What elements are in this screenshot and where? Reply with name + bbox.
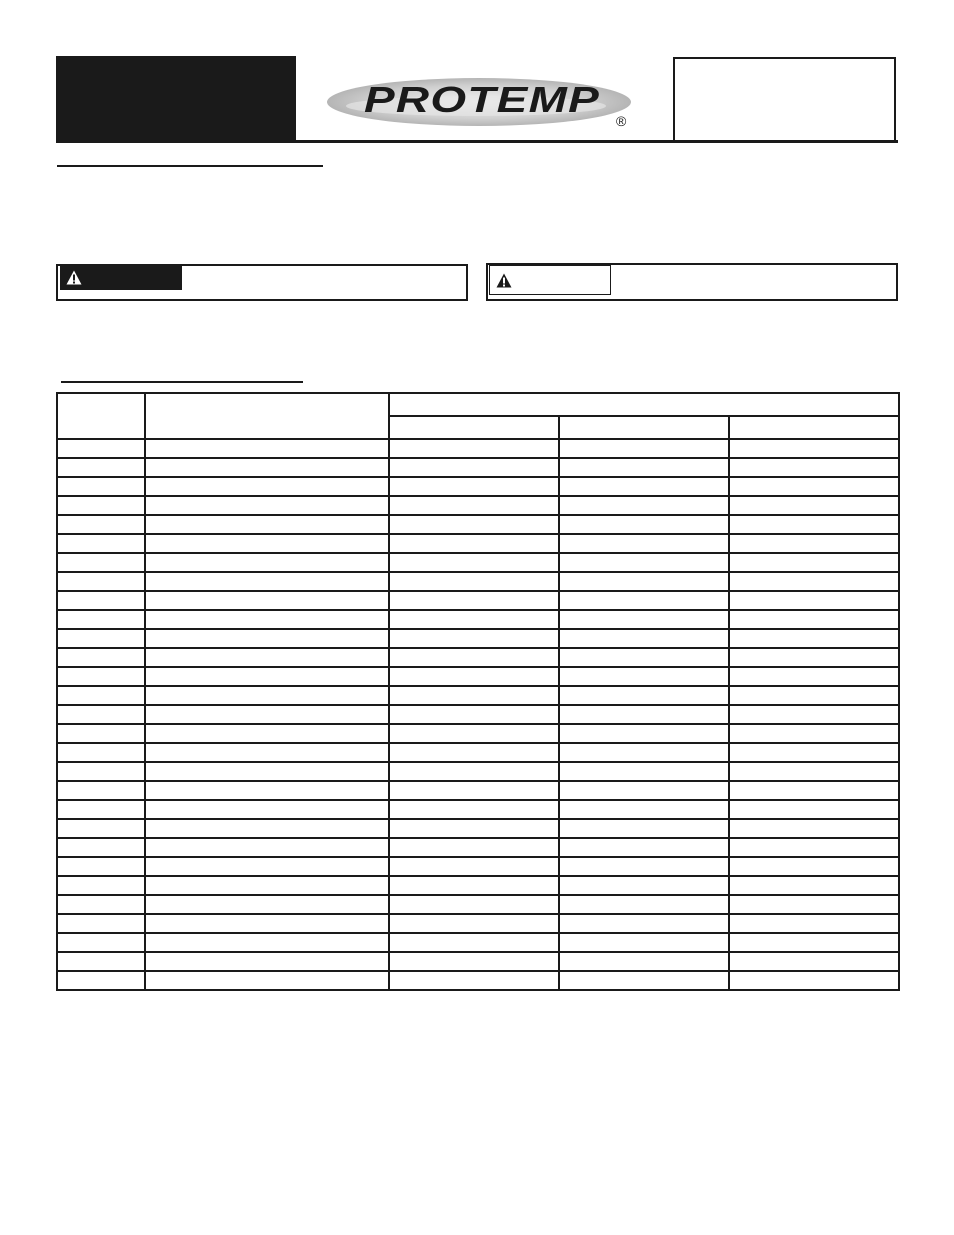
table-cell-model-2 (559, 895, 729, 914)
table-cell-description (145, 610, 389, 629)
table-cell-model-2 (559, 781, 729, 800)
table-cell-model-1 (389, 515, 559, 534)
table-cell-number (57, 857, 145, 876)
table-cell-number (57, 439, 145, 458)
table-cell-number (57, 496, 145, 515)
table-cell-model-3 (729, 819, 899, 838)
table-cell-model-1 (389, 781, 559, 800)
table-cell-number (57, 705, 145, 724)
table-cell-model-2 (559, 458, 729, 477)
table-cell-description (145, 933, 389, 952)
table-cell-model-1 (389, 439, 559, 458)
table-cell-description (145, 800, 389, 819)
table-cell-model-1 (389, 895, 559, 914)
table-cell-model-2 (559, 534, 729, 553)
table-cell-description (145, 895, 389, 914)
table-cell-number (57, 971, 145, 990)
table-cell-model-2 (559, 838, 729, 857)
table-cell-number (57, 534, 145, 553)
header-cell-number (57, 393, 145, 439)
table-cell-model-1 (389, 553, 559, 572)
table-cell-model-2 (559, 648, 729, 667)
table-row (57, 895, 899, 914)
table-row (57, 610, 899, 629)
parts-table (56, 392, 900, 991)
table-cell-model-2 (559, 971, 729, 990)
table-cell-model-3 (729, 496, 899, 515)
table-row (57, 705, 899, 724)
table-cell-model-1 (389, 819, 559, 838)
warning-triangle-icon (66, 270, 82, 285)
table-cell-model-3 (729, 876, 899, 895)
header-cell-models (389, 393, 899, 416)
table-header-row (57, 393, 899, 416)
table-cell-number (57, 629, 145, 648)
table-cell-model-3 (729, 477, 899, 496)
table-cell-description (145, 629, 389, 648)
table-cell-description (145, 667, 389, 686)
table-cell-model-2 (559, 705, 729, 724)
subheader-cell-model-2 (559, 416, 729, 439)
table-cell-model-3 (729, 686, 899, 705)
table-row (57, 515, 899, 534)
table-cell-model-3 (729, 724, 899, 743)
table-cell-model-1 (389, 610, 559, 629)
table-row (57, 819, 899, 838)
header-rule (56, 140, 898, 143)
table-cell-model-1 (389, 971, 559, 990)
table-cell-model-1 (389, 933, 559, 952)
table-row (57, 553, 899, 572)
header-black-block (56, 56, 296, 140)
table-cell-description (145, 857, 389, 876)
table-cell-model-3 (729, 705, 899, 724)
table-cell-model-2 (559, 667, 729, 686)
table-cell-model-2 (559, 933, 729, 952)
table-row (57, 914, 899, 933)
table-cell-model-3 (729, 553, 899, 572)
table-row (57, 534, 899, 553)
table-cell-model-2 (559, 686, 729, 705)
table-cell-model-3 (729, 534, 899, 553)
table-cell-model-2 (559, 800, 729, 819)
table-cell-model-2 (559, 477, 729, 496)
table-row (57, 629, 899, 648)
table-cell-model-3 (729, 952, 899, 971)
table-cell-model-2 (559, 629, 729, 648)
table-row (57, 648, 899, 667)
table-cell-description (145, 553, 389, 572)
table-cell-model-3 (729, 458, 899, 477)
table-cell-model-2 (559, 857, 729, 876)
table-cell-model-2 (559, 743, 729, 762)
table-cell-number (57, 610, 145, 629)
table-cell-model-3 (729, 781, 899, 800)
table-cell-model-2 (559, 876, 729, 895)
table-cell-number (57, 648, 145, 667)
table-row (57, 591, 899, 610)
table-cell-model-1 (389, 534, 559, 553)
table-cell-model-3 (729, 800, 899, 819)
table-cell-model-1 (389, 743, 559, 762)
table-row (57, 496, 899, 515)
table-cell-number (57, 838, 145, 857)
table-cell-model-2 (559, 515, 729, 534)
table-cell-number (57, 572, 145, 591)
table-row (57, 781, 899, 800)
table-row (57, 572, 899, 591)
table-row (57, 857, 899, 876)
table-cell-model-1 (389, 952, 559, 971)
table-cell-model-1 (389, 572, 559, 591)
table-cell-model-2 (559, 952, 729, 971)
table-cell-number (57, 743, 145, 762)
table-cell-model-2 (559, 572, 729, 591)
table-cell-description (145, 648, 389, 667)
table-row (57, 952, 899, 971)
table-cell-description (145, 838, 389, 857)
table-cell-description (145, 534, 389, 553)
table-row (57, 876, 899, 895)
table-cell-number (57, 477, 145, 496)
table-cell-description (145, 572, 389, 591)
table-cell-description (145, 914, 389, 933)
table-cell-model-3 (729, 610, 899, 629)
table-cell-description (145, 876, 389, 895)
table-cell-model-1 (389, 629, 559, 648)
table-cell-number (57, 819, 145, 838)
table-cell-model-3 (729, 933, 899, 952)
table-cell-description (145, 952, 389, 971)
table-cell-description (145, 762, 389, 781)
table-cell-model-1 (389, 876, 559, 895)
table-row (57, 971, 899, 990)
table-row (57, 762, 899, 781)
table-cell-model-3 (729, 857, 899, 876)
table-row (57, 458, 899, 477)
table-cell-description (145, 743, 389, 762)
table-cell-number (57, 553, 145, 572)
table-row (57, 667, 899, 686)
table-cell-number (57, 781, 145, 800)
table-row (57, 933, 899, 952)
table-cell-model-1 (389, 705, 559, 724)
table-cell-model-2 (559, 591, 729, 610)
table-cell-model-1 (389, 800, 559, 819)
table-cell-model-1 (389, 762, 559, 781)
table-cell-model-2 (559, 762, 729, 781)
table-cell-number (57, 458, 145, 477)
table-cell-model-2 (559, 819, 729, 838)
table-cell-model-1 (389, 477, 559, 496)
table-cell-description (145, 458, 389, 477)
table-cell-model-3 (729, 838, 899, 857)
protemp-logo (326, 72, 636, 136)
table-cell-model-1 (389, 648, 559, 667)
table-cell-model-3 (729, 648, 899, 667)
table-cell-model-3 (729, 439, 899, 458)
table-cell-description (145, 971, 389, 990)
table-cell-description (145, 819, 389, 838)
table-cell-model-3 (729, 971, 899, 990)
table-cell-number (57, 933, 145, 952)
table-cell-model-3 (729, 591, 899, 610)
registered-mark: ® (616, 113, 627, 129)
table-row (57, 686, 899, 705)
table-row (57, 439, 899, 458)
table-cell-description (145, 439, 389, 458)
table-row (57, 724, 899, 743)
table-cell-model-1 (389, 591, 559, 610)
caution-triangle-icon (496, 273, 512, 288)
table-row (57, 800, 899, 819)
table-cell-model-2 (559, 553, 729, 572)
table-cell-model-1 (389, 914, 559, 933)
table-cell-model-3 (729, 515, 899, 534)
table-cell-description (145, 781, 389, 800)
table-row (57, 743, 899, 762)
table-cell-description (145, 515, 389, 534)
table-cell-model-1 (389, 667, 559, 686)
table-cell-description (145, 686, 389, 705)
table-cell-number (57, 515, 145, 534)
table-cell-model-1 (389, 686, 559, 705)
table-cell-model-1 (389, 857, 559, 876)
table-cell-model-3 (729, 895, 899, 914)
table-cell-number (57, 667, 145, 686)
table-cell-model-2 (559, 496, 729, 515)
table-cell-model-3 (729, 667, 899, 686)
table-cell-model-3 (729, 914, 899, 933)
table-cell-model-3 (729, 762, 899, 781)
table-cell-number (57, 876, 145, 895)
header-info-box (673, 57, 896, 140)
table-cell-model-2 (559, 914, 729, 933)
table-cell-description (145, 724, 389, 743)
table-cell-number (57, 800, 145, 819)
table-cell-model-2 (559, 724, 729, 743)
table-cell-number (57, 914, 145, 933)
table-cell-model-3 (729, 572, 899, 591)
subheader-cell-model-1 (389, 416, 559, 439)
table-cell-model-2 (559, 610, 729, 629)
table-cell-number (57, 724, 145, 743)
table-cell-number (57, 952, 145, 971)
header-cell-description (145, 393, 389, 439)
table-cell-model-1 (389, 724, 559, 743)
table-row (57, 838, 899, 857)
logo-wordmark: PROTEMP (364, 79, 600, 120)
warning-label (60, 266, 182, 290)
section-rule-parts (61, 381, 303, 383)
table-cell-number (57, 762, 145, 781)
table-cell-model-3 (729, 629, 899, 648)
table-cell-model-3 (729, 743, 899, 762)
table-cell-description (145, 496, 389, 515)
table-cell-model-1 (389, 838, 559, 857)
subheader-cell-model-3 (729, 416, 899, 439)
table-cell-description (145, 591, 389, 610)
section-rule-top (57, 165, 323, 167)
table-cell-model-2 (559, 439, 729, 458)
table-cell-number (57, 686, 145, 705)
table-cell-number (57, 591, 145, 610)
table-cell-number (57, 895, 145, 914)
table-cell-description (145, 477, 389, 496)
table-cell-model-1 (389, 458, 559, 477)
table-row (57, 477, 899, 496)
table-cell-description (145, 705, 389, 724)
caution-label (489, 265, 611, 295)
table-cell-model-1 (389, 496, 559, 515)
